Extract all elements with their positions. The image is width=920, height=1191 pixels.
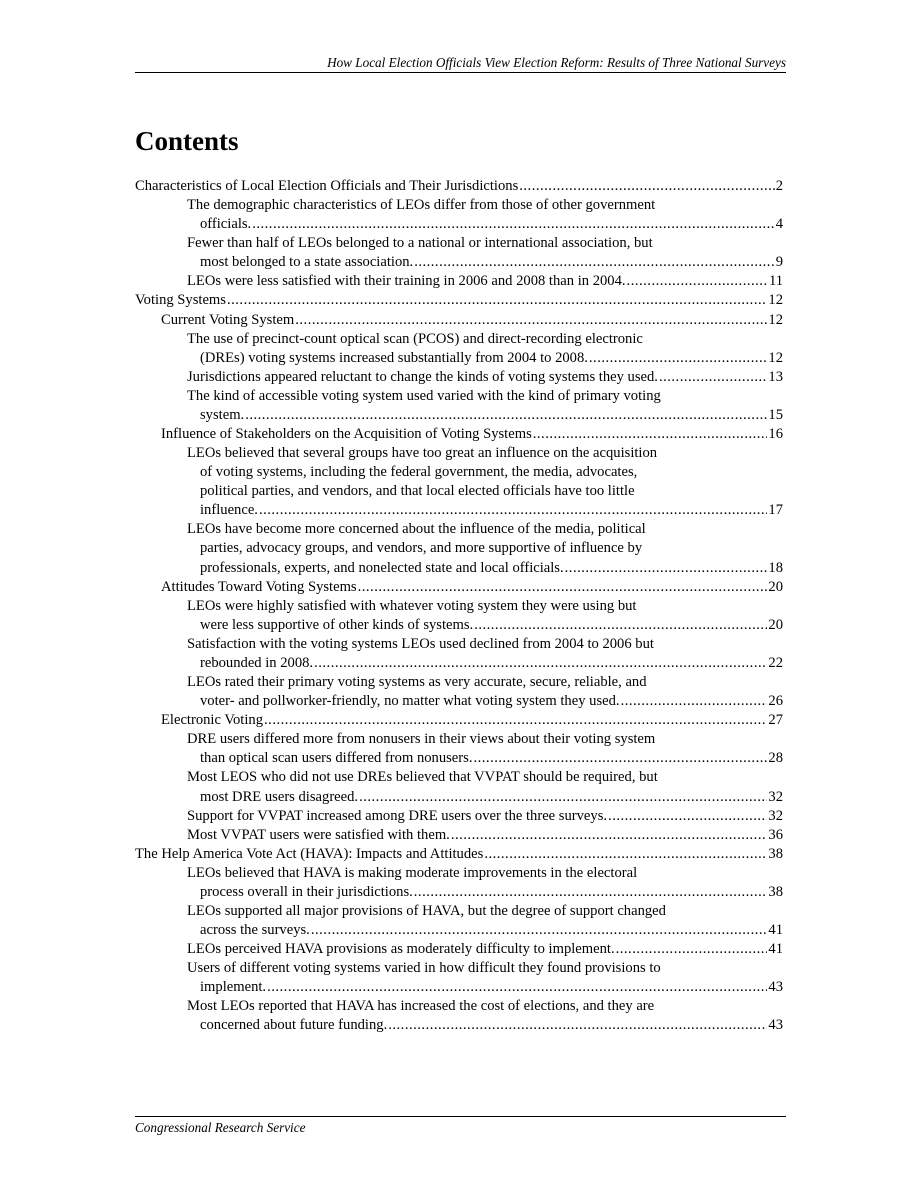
toc-entry-line <box>187 330 783 349</box>
toc-entry-line <box>187 253 783 272</box>
toc-page-number: 12 <box>768 292 783 309</box>
toc-page-number: 17 <box>768 502 783 519</box>
toc-entry[interactable] <box>135 826 783 845</box>
toc-page-number: 18 <box>768 559 783 576</box>
toc-entry[interactable] <box>135 768 783 806</box>
toc-entry-text: The Help America Vote Act (HAVA): Impacts and Attitudes <box>135 845 484 862</box>
toc-entry-text: across the surveys. <box>200 922 310 939</box>
dot-leader <box>267 978 767 997</box>
toc-page-number: 38 <box>768 883 783 900</box>
toc-entry-text: (DREs) voting systems increased substantially from 2004 to 2008. <box>200 349 588 366</box>
dot-leader <box>359 788 767 807</box>
toc-entry-text: The use of precinct-count optical scan (PCOS) and direct-recording electronic <box>187 330 643 347</box>
toc-entry-line <box>187 768 783 787</box>
toc-entry-text: professionals, experts, and nonelected state and local officials. <box>200 559 564 576</box>
dot-leader <box>227 291 767 310</box>
toc-entry-line <box>161 711 783 730</box>
toc-entry-line <box>161 578 783 597</box>
dot-leader <box>608 807 767 826</box>
toc-entry-text: Most VVPAT users were satisfied with them. <box>187 826 450 843</box>
toc-entry-text: Most LEOS who did not use DREs believed that VVPAT should be required, but <box>187 769 658 786</box>
toc-page-number: 43 <box>768 1017 783 1034</box>
toc-entry-line <box>187 463 783 482</box>
toc-page-number: 11 <box>768 273 783 290</box>
toc-entry-text: The demographic characteristics of LEOs differ from those of other government <box>187 197 656 214</box>
toc-entry-line <box>187 730 783 749</box>
toc-page-number: 15 <box>768 406 783 423</box>
toc-entry-line <box>187 349 783 368</box>
toc-entry-line <box>187 940 783 959</box>
toc-entry-line <box>187 520 783 539</box>
toc-entry-line <box>187 1016 783 1035</box>
toc-entry[interactable] <box>135 730 783 768</box>
toc-page-number: 32 <box>768 788 783 805</box>
toc-entry-text: were less supportive of other kinds of systems. <box>200 616 474 633</box>
toc-page-number: 4 <box>775 216 783 233</box>
toc-entry-text: Voting Systems <box>135 292 226 309</box>
toc-entry[interactable] <box>135 940 783 959</box>
toc-entry-text: Jurisdictions appeared reluctant to change the kinds of voting systems they used. <box>187 368 658 385</box>
dot-leader <box>519 177 774 196</box>
toc-entry[interactable] <box>135 444 783 520</box>
toc-entry-text: Fewer than half of LEOs belonged to a national or international association, but <box>187 235 653 252</box>
toc-entry-line <box>187 921 783 940</box>
toc-entry[interactable] <box>135 807 783 826</box>
toc-entry-text: implement. <box>200 979 267 996</box>
toc-entry[interactable] <box>135 272 783 291</box>
running-header: How Local Election Officials View Election Reform: Results of Three National Surveys <box>327 55 786 70</box>
toc-entry-line <box>135 177 783 196</box>
toc-entry-line <box>187 196 783 215</box>
toc-entry-line <box>187 826 783 845</box>
toc-entry-line <box>187 692 783 711</box>
toc-page-number: 41 <box>768 941 783 958</box>
toc-entry[interactable] <box>135 291 783 310</box>
toc-entry-line <box>187 597 783 616</box>
toc-entry-line <box>161 425 783 444</box>
toc-page-number: 26 <box>768 693 783 710</box>
toc-entry-line <box>187 902 783 921</box>
toc-entry-text: LEOs rated their primary voting systems as very accurate, secure, reliable, and <box>187 674 647 691</box>
toc-page-number: 28 <box>768 750 783 767</box>
dot-leader <box>474 616 767 635</box>
dot-leader <box>388 1016 767 1035</box>
toc-entry-text: parties, advocacy groups, and vendors, and more supportive of influence by <box>200 540 643 557</box>
toc-page-number: 41 <box>768 922 783 939</box>
dot-leader <box>264 711 767 730</box>
toc-entry-line <box>135 291 783 310</box>
table-of-contents <box>135 177 783 1036</box>
dot-leader <box>295 311 767 330</box>
toc-entry-text: Most LEOs reported that HAVA has increased the cost of elections, and they are <box>187 998 655 1015</box>
toc-entry-text: Satisfaction with the voting systems LEOs used declined from 2004 to 2006 but <box>187 635 654 652</box>
toc-entry-text: LEOs have become more concerned about the influence of the media, political <box>187 521 646 538</box>
toc-entry[interactable] <box>135 635 783 673</box>
dot-leader <box>259 501 767 520</box>
toc-entry-line <box>187 749 783 768</box>
toc-entry-line <box>187 234 783 253</box>
toc-entry-text: LEOs supported all major provisions of HAVA, but the degree of support changed <box>187 902 666 919</box>
toc-entry[interactable] <box>135 711 783 730</box>
toc-entry-text: Current Voting System <box>161 311 295 328</box>
toc-entry[interactable] <box>135 387 783 425</box>
dot-leader <box>414 883 768 902</box>
dot-leader <box>311 921 768 940</box>
toc-entry[interactable] <box>135 330 783 368</box>
toc-entry-line <box>187 788 783 807</box>
toc-entry-line <box>187 997 783 1016</box>
toc-entry-line <box>187 616 783 635</box>
toc-page-number: 12 <box>768 311 783 328</box>
toc-entry-line <box>187 635 783 654</box>
dot-leader <box>565 559 768 578</box>
toc-entry-text: The kind of accessible voting system used varied with the kind of primary voting <box>187 387 661 404</box>
toc-entry-line <box>187 883 783 902</box>
dot-leader <box>245 406 767 425</box>
dot-leader <box>533 425 768 444</box>
toc-entry-line <box>187 559 783 578</box>
toc-page-number: 13 <box>768 368 783 385</box>
toc-entry-text: than optical scan users differed from nonusers. <box>200 750 473 767</box>
dot-leader <box>484 845 767 864</box>
toc-page-number: 9 <box>775 254 783 271</box>
toc-entry-text: DRE users differed more from nonusers in their views about their voting system <box>187 731 656 748</box>
toc-entry-text: LEOs perceived HAVA provisions as moderately difficulty to implement. <box>187 941 615 958</box>
dot-leader <box>314 654 767 673</box>
toc-entry-text: Support for VVPAT increased among DRE users over the three surveys. <box>187 807 608 824</box>
toc-entry[interactable] <box>135 997 783 1035</box>
toc-entry-text: political parties, and vendors, and that local elected officials have too little <box>200 483 635 500</box>
toc-entry-text: concerned about future funding. <box>200 1017 388 1034</box>
toc-entry[interactable] <box>135 520 783 577</box>
toc-entry-line <box>187 444 783 463</box>
toc-entry-text: LEOs believed that HAVA is making moderate improvements in the electoral <box>187 864 638 881</box>
dot-leader <box>451 826 768 845</box>
toc-entry-text: influence. <box>200 502 258 519</box>
toc-entry-text: voter- and pollworker-friendly, no matter what voting system they used. <box>200 693 620 710</box>
toc-entry[interactable] <box>135 368 783 387</box>
toc-entry-text: LEOs were less satisfied with their training in 2006 and 2008 than in 2004. <box>187 273 626 290</box>
toc-entry-text: LEOs believed that several groups have too great an influence on the acquisition <box>187 445 658 462</box>
toc-entry[interactable] <box>135 902 783 940</box>
toc-entry-line <box>187 654 783 673</box>
toc-entry[interactable] <box>135 673 783 711</box>
toc-page-number: 16 <box>768 426 783 443</box>
toc-entry-line <box>187 272 783 291</box>
toc-entry[interactable] <box>135 196 783 234</box>
toc-entry[interactable] <box>135 425 783 444</box>
toc-entry-text: most belonged to a state association. <box>200 254 414 271</box>
toc-entry-text: most DRE users disagreed. <box>200 788 359 805</box>
toc-entry-text: officials. <box>200 216 252 233</box>
toc-entry[interactable] <box>135 177 783 196</box>
header-rule <box>135 72 786 73</box>
dot-leader <box>616 940 768 959</box>
toc-entry-text: Electronic Voting <box>161 712 264 729</box>
dot-leader <box>414 253 775 272</box>
toc-page-number: 43 <box>768 979 783 996</box>
toc-entry-line <box>187 482 783 501</box>
page-title: Contents <box>135 126 239 156</box>
running-footer: Congressional Research Service <box>135 1120 306 1135</box>
dot-leader <box>589 349 768 368</box>
toc-entry-line <box>187 539 783 558</box>
toc-entry-text: of voting systems, including the federal government, the media, advocates, <box>200 464 638 481</box>
toc-entry-text: process overall in their jurisdictions. <box>200 883 413 900</box>
toc-page-number: 22 <box>768 654 783 671</box>
toc-entry-text: Attitudes Toward Voting Systems <box>161 578 357 595</box>
toc-entry-line <box>187 501 783 520</box>
toc-page-number: 2 <box>775 178 783 194</box>
dot-leader <box>252 215 775 234</box>
toc-entry-line <box>187 978 783 997</box>
toc-page-number: 32 <box>768 807 783 824</box>
toc-page-number: 36 <box>768 826 783 843</box>
toc-entry[interactable] <box>135 845 783 864</box>
toc-entry-line <box>187 406 783 425</box>
toc-entry[interactable] <box>135 578 783 597</box>
toc-page-number: 12 <box>768 349 783 366</box>
toc-entry[interactable] <box>135 311 783 330</box>
toc-entry-line <box>187 864 783 883</box>
toc-entry-line <box>187 387 783 406</box>
toc-entry-text: rebounded in 2008. <box>200 654 314 671</box>
dot-leader <box>627 272 768 291</box>
toc-entry[interactable] <box>135 597 783 635</box>
dot-leader <box>473 749 767 768</box>
toc-page-number: 38 <box>768 845 783 862</box>
toc-page-number: 20 <box>768 616 783 633</box>
toc-entry-line <box>187 673 783 692</box>
toc-entry-line <box>187 215 783 234</box>
toc-entry-line <box>135 845 783 864</box>
toc-entry-text: Influence of Stakeholders on the Acquisition of Voting Systems <box>161 426 532 443</box>
toc-entry-line <box>187 959 783 978</box>
toc-entry-text: Characteristics of Local Election Officials and Their Jurisdictions <box>135 178 519 194</box>
toc-entry[interactable] <box>135 959 783 997</box>
toc-entry-line <box>161 311 783 330</box>
toc-entry[interactable] <box>135 864 783 902</box>
toc-page-number: 20 <box>768 578 783 595</box>
toc-entry-line <box>187 807 783 826</box>
toc-entry-text: Users of different voting systems varied in how difficult they found provisions to <box>187 960 661 977</box>
toc-entry-text: LEOs were highly satisfied with whatever voting system they were using but <box>187 597 637 614</box>
toc-entry[interactable] <box>135 234 783 272</box>
toc-entry-text: system. <box>200 406 245 423</box>
dot-leader <box>659 368 767 387</box>
toc-page-number: 27 <box>768 712 783 729</box>
dot-leader <box>621 692 768 711</box>
footer-rule <box>135 1116 786 1117</box>
dot-leader <box>358 578 768 597</box>
toc-entry-line <box>187 368 783 387</box>
